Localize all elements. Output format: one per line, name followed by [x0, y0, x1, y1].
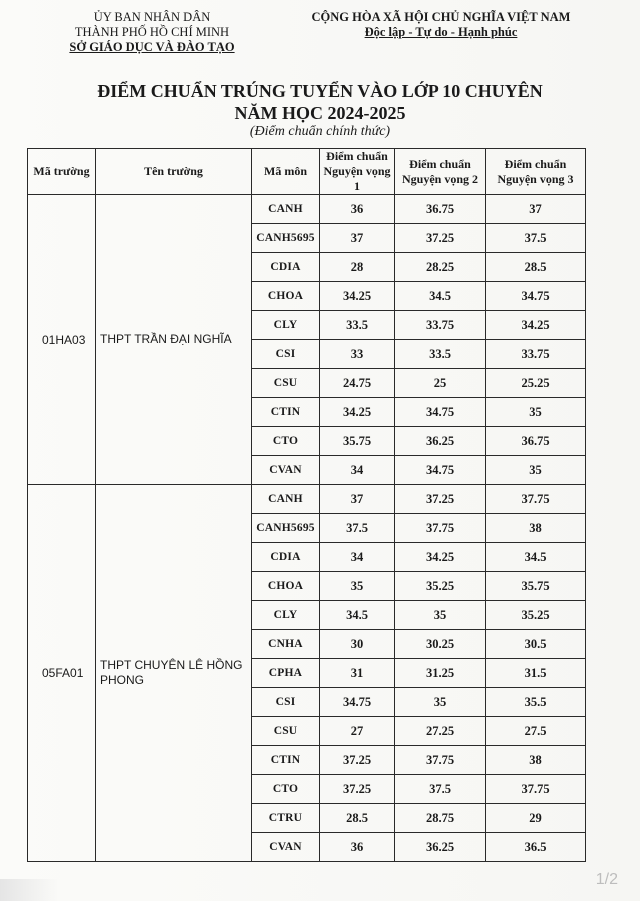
document-subtitle: (Điểm chuẩn chính thức): [249, 124, 391, 139]
nv3-score-cell: 28.5: [486, 253, 586, 282]
nv2-score-cell: 28.75: [395, 804, 486, 833]
nv2-score-cell: 33.75: [395, 311, 486, 340]
nv2-score-cell: 37.5: [395, 775, 486, 804]
subject-code-cell: CPHA: [252, 659, 320, 688]
nv3-score-cell: 34.75: [486, 282, 586, 311]
nv3-score-cell: 35.5: [486, 688, 586, 717]
subject-code-cell: CANH: [252, 485, 320, 514]
subject-code-cell: CHOA: [252, 282, 320, 311]
subject-code-cell: CDIA: [252, 253, 320, 282]
nv2-score-cell: 33.5: [395, 340, 486, 369]
subject-code-cell: CSI: [252, 688, 320, 717]
nv3-score-cell: 25.25: [486, 369, 586, 398]
nv2-score-cell: 34.75: [395, 456, 486, 485]
subject-code-cell: CTIN: [252, 398, 320, 427]
nv2-score-cell: 35: [395, 688, 486, 717]
national-name: CỘNG HÒA XÃ HỘI CHỦ NGHĨA VIỆT NAM: [311, 10, 571, 24]
nv2-score-cell: 25: [395, 369, 486, 398]
nv2-score-cell: 37.25: [395, 224, 486, 253]
nv3-score-cell: 37.5: [486, 224, 586, 253]
nv3-score-cell: 35: [486, 398, 586, 427]
subject-code-cell: CVAN: [252, 456, 320, 485]
nv1-score-cell: 37.5: [320, 514, 395, 543]
subject-code-cell: CTO: [252, 775, 320, 804]
nv2-score-cell: 37.75: [395, 514, 486, 543]
col-nv1: Điểm chuẩn Nguyện vọng 1: [320, 149, 395, 195]
subject-code-cell: CSU: [252, 717, 320, 746]
nv3-score-cell: 33.75: [486, 340, 586, 369]
authority-line-1: ỦY BAN NHÂN DÂN: [93, 10, 211, 24]
nv3-score-cell: 36.5: [486, 833, 586, 862]
subject-code-cell: CSU: [252, 369, 320, 398]
subject-code-cell: CANH5695: [252, 224, 320, 253]
col-school-code: Mã trường: [28, 149, 96, 195]
nv2-score-cell: 35.25: [395, 572, 486, 601]
corner-mark: [0, 879, 60, 901]
subject-code-cell: CTRU: [252, 804, 320, 833]
table-body: [28, 195, 586, 862]
school-code-cell: 05FA01: [28, 485, 96, 862]
school-code-cell: 01HA03: [28, 195, 96, 485]
nv2-score-cell: 34.25: [395, 543, 486, 572]
subject-code-cell: CLY: [252, 311, 320, 340]
nv3-score-cell: 37.75: [486, 775, 586, 804]
nv3-score-cell: 36.75: [486, 427, 586, 456]
nv1-score-cell: 33.5: [320, 311, 395, 340]
nv2-score-cell: 37.25: [395, 485, 486, 514]
school-name-cell: THPT TRẦN ĐẠI NGHĨA: [96, 195, 252, 485]
page-indicator: 1/2: [595, 871, 618, 888]
table-row: [28, 485, 586, 514]
subject-code-cell: CDIA: [252, 543, 320, 572]
table-row: [28, 195, 586, 224]
subject-code-cell: CHOA: [252, 572, 320, 601]
nv2-score-cell: 36.25: [395, 427, 486, 456]
nv3-score-cell: 30.5: [486, 630, 586, 659]
nv2-score-cell: 31.25: [395, 659, 486, 688]
score-table: [27, 148, 586, 862]
nv1-score-cell: 28: [320, 253, 395, 282]
national-motto: Độc lập - Tự do - Hạnh phúc: [364, 25, 518, 39]
document-title: ĐIỂM CHUẨN TRÚNG TUYỂN VÀO LỚP 10 CHUYÊN: [97, 81, 543, 101]
nv3-score-cell: 38: [486, 514, 586, 543]
nv2-score-cell: 37.75: [395, 746, 486, 775]
nv1-score-cell: 37.25: [320, 746, 395, 775]
nv1-score-cell: 30: [320, 630, 395, 659]
nv1-score-cell: 37: [320, 224, 395, 253]
subject-code-cell: CTO: [252, 427, 320, 456]
nv3-score-cell: 35.25: [486, 601, 586, 630]
subject-code-cell: CLY: [252, 601, 320, 630]
nv1-score-cell: 36: [320, 833, 395, 862]
document-school-year: NĂM HỌC 2024-2025: [234, 103, 406, 123]
national-heading: [306, 10, 576, 40]
subject-code-cell: CANH5695: [252, 514, 320, 543]
nv3-score-cell: 31.5: [486, 659, 586, 688]
col-school-name: Tên trường: [96, 149, 252, 195]
nv3-score-cell: 35.75: [486, 572, 586, 601]
nv3-score-cell: 29: [486, 804, 586, 833]
nv2-score-cell: 35: [395, 601, 486, 630]
nv2-score-cell: 27.25: [395, 717, 486, 746]
nv1-score-cell: 34.25: [320, 282, 395, 311]
nv2-score-cell: 34.5: [395, 282, 486, 311]
nv3-score-cell: 37.75: [486, 485, 586, 514]
nv1-score-cell: 34.5: [320, 601, 395, 630]
subject-code-cell: CSI: [252, 340, 320, 369]
nv2-score-cell: 36.75: [395, 195, 486, 224]
nv1-score-cell: 34.75: [320, 688, 395, 717]
nv1-score-cell: 24.75: [320, 369, 395, 398]
subject-code-cell: CVAN: [252, 833, 320, 862]
subject-code-cell: CANH: [252, 195, 320, 224]
col-nv2: Điểm chuẩn Nguyện vọng 2: [395, 149, 486, 195]
issuing-authority: [52, 10, 252, 55]
authority-line-3: SỞ GIÁO DỤC VÀ ĐÀO TẠO: [69, 40, 235, 54]
nv1-score-cell: 37.25: [320, 775, 395, 804]
nv2-score-cell: 28.25: [395, 253, 486, 282]
subject-code-cell: CTIN: [252, 746, 320, 775]
nv3-score-cell: 34.5: [486, 543, 586, 572]
nv3-score-cell: 38: [486, 746, 586, 775]
nv1-score-cell: 34: [320, 456, 395, 485]
nv3-score-cell: 37: [486, 195, 586, 224]
nv1-score-cell: 34: [320, 543, 395, 572]
col-subject-code: Mã môn: [252, 149, 320, 195]
nv2-score-cell: 36.25: [395, 833, 486, 862]
nv1-score-cell: 36: [320, 195, 395, 224]
nv2-score-cell: 34.75: [395, 398, 486, 427]
nv1-score-cell: 35.75: [320, 427, 395, 456]
nv1-score-cell: 27: [320, 717, 395, 746]
col-nv3: Điểm chuẩn Nguyện vọng 3: [486, 149, 586, 195]
nv1-score-cell: 33: [320, 340, 395, 369]
subject-code-cell: CNHA: [252, 630, 320, 659]
nv1-score-cell: 37: [320, 485, 395, 514]
nv2-score-cell: 30.25: [395, 630, 486, 659]
nv1-score-cell: 34.25: [320, 398, 395, 427]
nv1-score-cell: 28.5: [320, 804, 395, 833]
table-header-row: [28, 149, 586, 195]
nv1-score-cell: 31: [320, 659, 395, 688]
school-name-cell: THPT CHUYÊN LÊ HỒNG PHONG: [96, 485, 252, 862]
nv1-score-cell: 35: [320, 572, 395, 601]
nv3-score-cell: 35: [486, 456, 586, 485]
nv3-score-cell: 34.25: [486, 311, 586, 340]
authority-line-2: THÀNH PHỐ HỒ CHÍ MINH: [74, 25, 230, 39]
nv3-score-cell: 27.5: [486, 717, 586, 746]
